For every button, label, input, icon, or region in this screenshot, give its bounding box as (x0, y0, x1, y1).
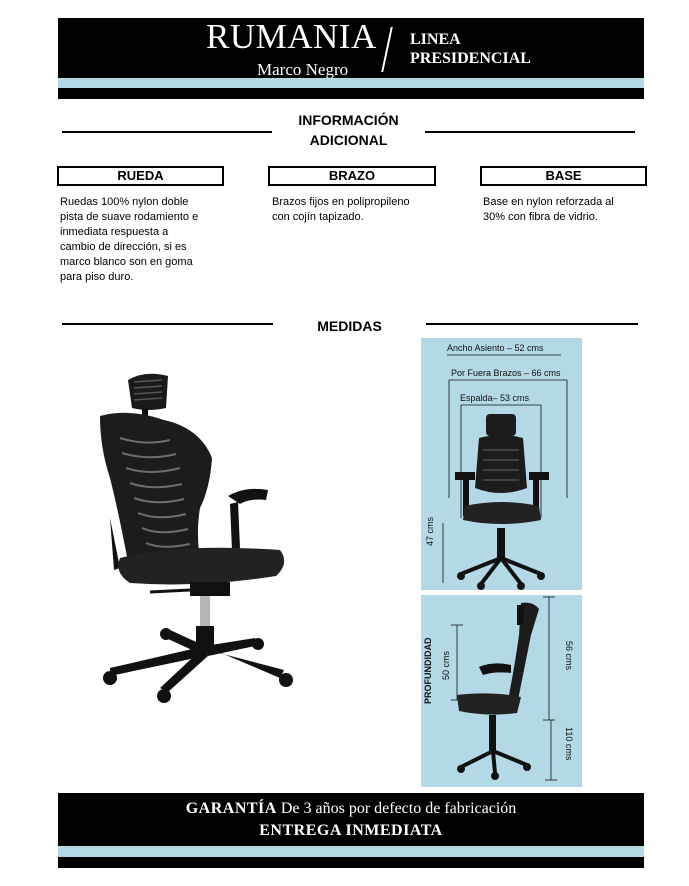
line-name-2: PRESIDENCIAL (410, 50, 531, 67)
info-title (272, 110, 425, 150)
rueda-line: inmediata respuesta a (60, 226, 169, 238)
header-stripe (58, 78, 644, 88)
rueda-line: pista de suave rodamiento e (60, 211, 199, 223)
prof-50-label: 50 cms (441, 650, 451, 680)
garantia-label: GARANTÍA (185, 800, 277, 817)
info-rule-left (62, 131, 272, 133)
alto-56-label: 56 cms (564, 641, 574, 671)
fuera-brazos-label: Por Fuera Brazos – 66 cms (451, 368, 561, 378)
profundidad-label: PROFUNDIDAD (423, 637, 433, 704)
ancho-asiento-label: Ancho Asiento – 52 cms (447, 343, 544, 353)
brazo-line: Brazos fijos en polipropileno (272, 196, 410, 208)
brazo-label: BRAZO (268, 166, 436, 186)
medidas-rule-left (62, 323, 273, 325)
front-chair-diagram (421, 338, 582, 590)
base-line: 30% con fibra de vidrio. (483, 211, 598, 223)
medidas-rule-right (426, 323, 638, 325)
info-rule-right (425, 131, 635, 133)
alto-110-label: 110 cms (564, 727, 574, 761)
footer-stripe (58, 846, 644, 857)
base-text (483, 195, 653, 225)
entrega-line: ENTREGA INMEDIATA (259, 822, 443, 839)
garantia-line (58, 800, 644, 818)
brand-subtitle: Marco Negro (257, 60, 349, 79)
brand-title: RUMANIA (206, 17, 377, 56)
line-name-1: LINEA (410, 31, 461, 48)
info-title-1: INFORMACIÓN (298, 112, 399, 128)
footer-bar-bottom (58, 857, 644, 868)
base-line: Base en nylon reforzada al (483, 196, 614, 208)
info-title-2: ADICIONAL (309, 132, 388, 148)
brazo-text (272, 195, 442, 225)
rueda-label: RUEDA (57, 166, 224, 186)
garantia-text: De 3 años por defecto de fabricación (280, 800, 517, 817)
espalda-label: Espalda– 53 cms (460, 393, 530, 403)
brazo-line: con cojín tapizado. (272, 211, 364, 223)
rueda-line: marco blanco son en goma (60, 256, 193, 268)
side-chair-diagram (421, 595, 582, 787)
rueda-line: para piso duro. (60, 271, 134, 283)
medidas-title: MEDIDAS (317, 318, 382, 334)
rueda-text (60, 195, 230, 285)
altura-label: 47 cms (425, 516, 435, 546)
rueda-line: Ruedas 100% nylon doble (60, 196, 189, 208)
chair-illustration (90, 368, 330, 708)
header-bar-bottom (58, 88, 644, 99)
base-label: BASE (480, 166, 647, 186)
rueda-line: cambio de dirección, si es (60, 241, 187, 253)
line-name (410, 30, 531, 68)
